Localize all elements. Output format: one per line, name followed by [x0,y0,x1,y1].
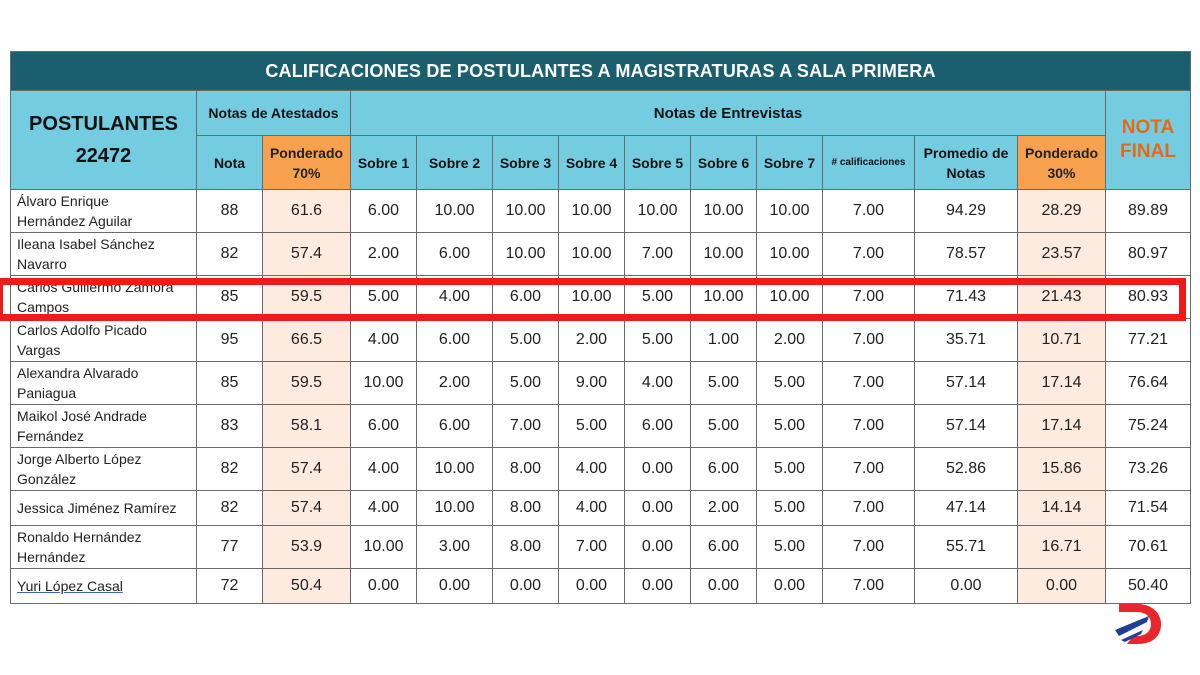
nota-final-cell: 80.93 [1106,276,1191,319]
nota-final-cell: 75.24 [1106,405,1191,448]
nota-final-cell: 76.64 [1106,362,1191,405]
promedio-cell: 47.14 [915,491,1018,526]
sobre-1-cell: 10.00 [351,362,417,405]
sobre-6-header: Sobre 6 [691,136,757,190]
sobre-4-header: Sobre 4 [559,136,625,190]
promedio-cell: 57.14 [915,362,1018,405]
sobre-6-cell: 6.00 [691,448,757,491]
nota-cell: 82 [197,491,263,526]
ponderado-70-cell: 50.4 [263,569,351,604]
promedio-cell: 94.29 [915,190,1018,233]
ponderado-30-header: Ponderado 30% [1018,136,1106,190]
sobre-1-cell: 4.00 [351,319,417,362]
candidate-name [11,448,197,491]
candidate-name-line: Ileana Isabel Sánchez [17,236,155,252]
sobre-2-cell: 10.00 [417,448,493,491]
sobre-3-cell: 8.00 [493,491,559,526]
sobre-7-cell: 5.00 [757,526,823,569]
candidate-name [11,190,197,233]
sobre-7-cell: 10.00 [757,190,823,233]
calificaciones-cell: 7.00 [823,405,915,448]
sobre-6-cell: 5.00 [691,362,757,405]
sobre-6-cell: 2.00 [691,491,757,526]
candidate-name [11,569,197,604]
nota-cell: 88 [197,190,263,233]
nota-final-header: NOTA FINAL [1106,91,1191,190]
sobre-3-cell: 0.00 [493,569,559,604]
sobre-1-header: Sobre 1 [351,136,417,190]
sobre-2-cell: 2.00 [417,362,493,405]
sobre-5-cell: 7.00 [625,233,691,276]
sobre-3-cell: 6.00 [493,276,559,319]
sobre-4-cell: 10.00 [559,233,625,276]
ponderado-70-cell: 59.5 [263,276,351,319]
candidate-name-line: Vargas [17,342,61,358]
calificaciones-cell: 7.00 [823,526,915,569]
table-title: CALIFICACIONES DE POSTULANTES A MAGISTRATURAS A SALA PRIMERA [11,52,1191,91]
sobre-1-cell: 4.00 [351,491,417,526]
nota-cell: 85 [197,362,263,405]
candidate-name [11,233,197,276]
candidate-name [11,362,197,405]
calificaciones-cell: 7.00 [823,448,915,491]
ponderado-70-cell: 57.4 [263,491,351,526]
nota-header: Nota [197,136,263,190]
nota-final-cell: 71.54 [1106,491,1191,526]
candidate-name [11,526,197,569]
ponderado-70-cell: 61.6 [263,190,351,233]
candidate-name-line: Navarro [17,256,67,272]
num-calificaciones-header: # calificaciones [823,136,915,190]
candidate-name-line: Hernández [17,549,86,565]
table-row [11,448,1191,491]
sobre-7-cell: 5.00 [757,448,823,491]
sobre-1-cell: 6.00 [351,405,417,448]
sobre-3-cell: 5.00 [493,319,559,362]
table-row [11,405,1191,448]
table-row [11,491,1191,526]
candidate-name-line: Jessica Jiménez Ramírez [17,500,177,516]
sobre-7-cell: 5.00 [757,405,823,448]
ponderado-30-cell: 16.71 [1018,526,1106,569]
sobre-2-cell: 6.00 [417,319,493,362]
notas-entrevistas-header: Notas de Entrevistas [351,91,1106,136]
calificaciones-cell: 7.00 [823,276,915,319]
sobre-1-cell: 6.00 [351,190,417,233]
sobre-5-cell: 6.00 [625,405,691,448]
sobre-7-cell: 5.00 [757,491,823,526]
candidate-name-line: Carlos Guillermo Zamora [17,279,174,295]
ponderado-30-cell: 0.00 [1018,569,1106,604]
table-body [11,190,1191,604]
sobre-5-cell: 0.00 [625,526,691,569]
sobre-5-header: Sobre 5 [625,136,691,190]
calificaciones-cell: 7.00 [823,319,915,362]
promedio-cell: 57.14 [915,405,1018,448]
ponderado-30-cell: 28.29 [1018,190,1106,233]
candidate-name-line: Alexandra Alvarado [17,365,139,381]
sobre-7-cell: 0.00 [757,569,823,604]
promedio-notas-header: Promedio de Notas [915,136,1018,190]
sobre-3-cell: 10.00 [493,190,559,233]
sobre-2-cell: 10.00 [417,491,493,526]
table-row [11,362,1191,405]
nota-final-cell: 70.61 [1106,526,1191,569]
sobre-2-cell: 6.00 [417,405,493,448]
sobre-7-header: Sobre 7 [757,136,823,190]
table-row [11,190,1191,233]
sobre-2-cell: 0.00 [417,569,493,604]
expediente-number: 22472 [75,145,132,167]
grades-table [10,51,1191,604]
brand-logo-icon [1113,600,1163,648]
table-row [11,526,1191,569]
sobre-2-header: Sobre 2 [417,136,493,190]
ponderado-30-cell: 23.57 [1018,233,1106,276]
sobre-1-cell: 0.00 [351,569,417,604]
notas-atestados-header: Notas de Atestados [197,91,351,136]
nota-cell: 82 [197,233,263,276]
ponderado-30-cell: 21.43 [1018,276,1106,319]
calificaciones-cell: 7.00 [823,569,915,604]
ponderado-30-cell: 17.14 [1018,405,1106,448]
promedio-cell: 0.00 [915,569,1018,604]
nota-cell: 85 [197,276,263,319]
postulantes-header [11,91,197,190]
candidate-name-line: Ronaldo Hernández [17,529,142,545]
sobre-2-cell: 3.00 [417,526,493,569]
sobre-1-cell: 10.00 [351,526,417,569]
sobre-3-cell: 10.00 [493,233,559,276]
sobre-5-cell: 5.00 [625,319,691,362]
promedio-cell: 35.71 [915,319,1018,362]
table-row [11,319,1191,362]
promedio-cell: 55.71 [915,526,1018,569]
sobre-5-cell: 5.00 [625,276,691,319]
nota-final-cell: 73.26 [1106,448,1191,491]
sobre-4-cell: 10.00 [559,190,625,233]
candidate-name-line: Carlos Adolfo Picado [17,322,147,338]
sobre-7-cell: 10.00 [757,276,823,319]
sobre-5-cell: 0.00 [625,448,691,491]
nota-cell: 77 [197,526,263,569]
highlight-box [0,278,1186,321]
sobre-6-cell: 5.00 [691,405,757,448]
sobre-3-header: Sobre 3 [493,136,559,190]
table-row [11,569,1191,604]
candidate-name [11,319,197,362]
sobre-6-cell: 0.00 [691,569,757,604]
nota-final-cell: 89.89 [1106,190,1191,233]
ponderado-30-cell: 17.14 [1018,362,1106,405]
sobre-3-cell: 8.00 [493,448,559,491]
sobre-4-cell: 7.00 [559,526,625,569]
candidate-name-line: Álvaro Enrique [17,193,109,209]
sobre-3-cell: 5.00 [493,362,559,405]
candidate-name [11,491,197,526]
nota-cell: 82 [197,448,263,491]
sobre-6-cell: 10.00 [691,276,757,319]
candidate-name-line: Campos [17,299,70,315]
sobre-5-cell: 0.00 [625,569,691,604]
sobre-7-cell: 10.00 [757,233,823,276]
nota-cell: 72 [197,569,263,604]
sobre-7-cell: 2.00 [757,319,823,362]
ponderado-30-cell: 14.14 [1018,491,1106,526]
promedio-cell: 71.43 [915,276,1018,319]
sobre-1-cell: 4.00 [351,448,417,491]
promedio-cell: 52.86 [915,448,1018,491]
promedio-cell: 78.57 [915,233,1018,276]
candidate-name-line: Fernández [17,428,84,444]
ponderado-30-cell: 10.71 [1018,319,1106,362]
sobre-7-cell: 5.00 [757,362,823,405]
candidate-name-line: Maikol José Andrade [17,408,147,424]
nota-cell: 83 [197,405,263,448]
candidate-name-line: González [17,471,77,487]
ponderado-30-cell: 15.86 [1018,448,1106,491]
sobre-4-cell: 9.00 [559,362,625,405]
sobre-1-cell: 5.00 [351,276,417,319]
sobre-2-cell: 10.00 [417,190,493,233]
candidate-name [11,405,197,448]
sobre-2-cell: 6.00 [417,233,493,276]
table-row [11,233,1191,276]
calificaciones-cell: 7.00 [823,233,915,276]
sobre-4-cell: 10.00 [559,276,625,319]
candidate-name-line: Yuri López Casal [17,578,123,594]
ponderado-70-cell: 53.9 [263,526,351,569]
nota-final-cell: 77.21 [1106,319,1191,362]
postulantes-label: POSTULANTES [29,113,178,135]
ponderado-70-cell: 57.4 [263,448,351,491]
ponderado-70-cell: 66.5 [263,319,351,362]
sobre-5-cell: 4.00 [625,362,691,405]
calificaciones-cell: 7.00 [823,491,915,526]
calificaciones-cell: 7.00 [823,190,915,233]
sobre-5-cell: 10.00 [625,190,691,233]
sobre-6-cell: 10.00 [691,233,757,276]
candidate-name-line: Paniagua [17,385,77,401]
nota-final-cell: 50.40 [1106,569,1191,604]
sobre-4-cell: 2.00 [559,319,625,362]
calificaciones-cell: 7.00 [823,362,915,405]
sobre-4-cell: 5.00 [559,405,625,448]
candidate-name-line: Jorge Alberto López [17,451,142,467]
sobre-6-cell: 1.00 [691,319,757,362]
sobre-3-cell: 8.00 [493,526,559,569]
sobre-6-cell: 10.00 [691,190,757,233]
sobre-4-cell: 0.00 [559,569,625,604]
ponderado-70-header: Ponderado 70% [263,136,351,190]
ponderado-70-cell: 57.4 [263,233,351,276]
nota-cell: 95 [197,319,263,362]
candidate-name-line: Hernández Aguilar [17,213,133,229]
sobre-4-cell: 4.00 [559,448,625,491]
sobre-3-cell: 7.00 [493,405,559,448]
ponderado-70-cell: 59.5 [263,362,351,405]
ponderado-70-cell: 58.1 [263,405,351,448]
sobre-4-cell: 4.00 [559,491,625,526]
sobre-1-cell: 2.00 [351,233,417,276]
sobre-6-cell: 6.00 [691,526,757,569]
sobre-5-cell: 0.00 [625,491,691,526]
nota-final-cell: 80.97 [1106,233,1191,276]
sobre-2-cell: 4.00 [417,276,493,319]
